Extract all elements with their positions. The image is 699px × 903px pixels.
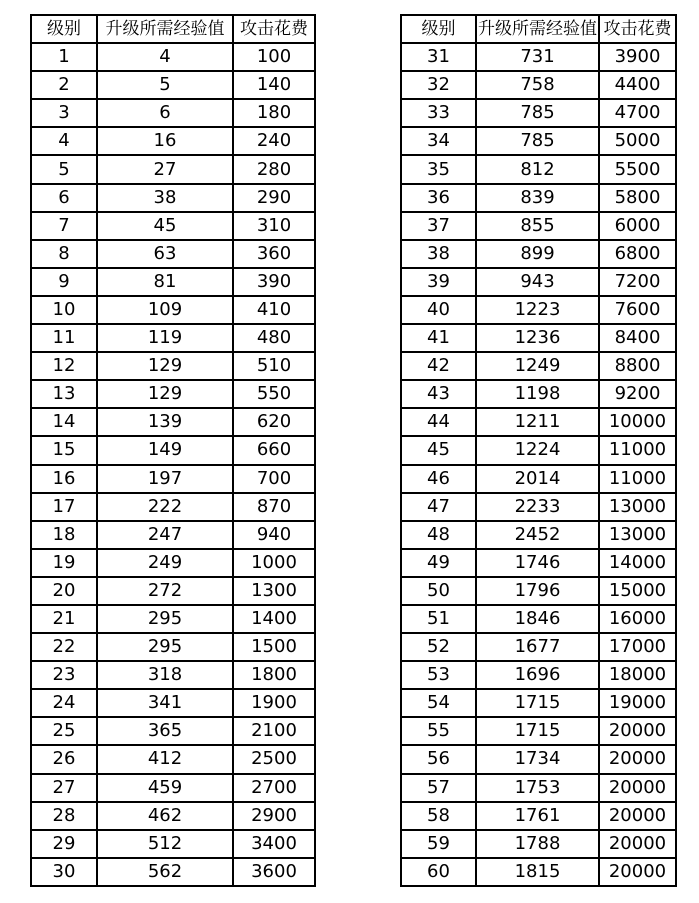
cell-level: 52 [401,633,476,661]
cell-exp-required: 512 [97,830,233,858]
table-row [401,380,676,408]
cell-exp-required: 341 [97,689,233,717]
cell-exp-required: 1815 [476,858,599,886]
table-row [31,521,315,549]
cell-exp-required: 2452 [476,521,599,549]
table-row [401,549,676,577]
cell-attack-cost: 6000 [599,212,676,240]
cell-exp-required: 2233 [476,493,599,521]
cell-exp-required: 197 [97,465,233,493]
cell-attack-cost: 2500 [233,745,315,773]
cell-attack-cost: 19000 [599,689,676,717]
cell-level: 39 [401,268,476,296]
cell-level: 36 [401,184,476,212]
cell-attack-cost: 2100 [233,717,315,745]
cell-level: 59 [401,830,476,858]
cell-exp-required: 295 [97,605,233,633]
cell-exp-required: 1236 [476,324,599,352]
table-row [31,155,315,183]
cell-exp-required: 731 [476,43,599,71]
cell-attack-cost: 20000 [599,802,676,830]
cell-attack-cost: 240 [233,127,315,155]
table-row [401,268,676,296]
cell-attack-cost: 16000 [599,605,676,633]
cell-exp-required: 1715 [476,689,599,717]
cell-attack-cost: 870 [233,493,315,521]
cell-exp-required: 1788 [476,830,599,858]
cell-level: 55 [401,717,476,745]
cell-exp-required: 1796 [476,577,599,605]
table-row [401,408,676,436]
cell-exp-required: 5 [97,71,233,99]
cell-exp-required: 1249 [476,352,599,380]
cell-level: 12 [31,352,97,380]
cell-attack-cost: 20000 [599,858,676,886]
cell-level: 34 [401,127,476,155]
cell-level: 20 [31,577,97,605]
cell-attack-cost: 700 [233,465,315,493]
cell-exp-required: 1715 [476,717,599,745]
level-table-left [30,14,316,887]
cell-exp-required: 1224 [476,436,599,464]
cell-attack-cost: 17000 [599,633,676,661]
cell-attack-cost: 550 [233,380,315,408]
cell-attack-cost: 390 [233,268,315,296]
cell-level: 60 [401,858,476,886]
cell-exp-required: 412 [97,745,233,773]
cell-level: 31 [401,43,476,71]
cell-attack-cost: 180 [233,99,315,127]
cell-attack-cost: 20000 [599,774,676,802]
cell-attack-cost: 11000 [599,465,676,493]
cell-attack-cost: 1800 [233,661,315,689]
table-row [31,661,315,689]
cell-attack-cost: 3600 [233,858,315,886]
header-attack-cost: 攻击花费 [599,15,676,43]
cell-exp-required: 462 [97,802,233,830]
cell-exp-required: 45 [97,212,233,240]
cell-level: 24 [31,689,97,717]
cell-level: 9 [31,268,97,296]
table-row [31,380,315,408]
cell-level: 5 [31,155,97,183]
cell-level: 25 [31,717,97,745]
cell-exp-required: 149 [97,436,233,464]
cell-attack-cost: 1900 [233,689,315,717]
header-attack-cost: 攻击花费 [233,15,315,43]
table-row [401,155,676,183]
cell-level: 11 [31,324,97,352]
cell-attack-cost: 10000 [599,408,676,436]
table-row [31,689,315,717]
table-row [31,830,315,858]
cell-level: 4 [31,127,97,155]
cell-attack-cost: 620 [233,408,315,436]
cell-level: 30 [31,858,97,886]
cell-level: 16 [31,465,97,493]
cell-level: 54 [401,689,476,717]
cell-attack-cost: 15000 [599,577,676,605]
cell-exp-required: 1198 [476,380,599,408]
cell-attack-cost: 940 [233,521,315,549]
cell-exp-required: 4 [97,43,233,71]
cell-exp-required: 318 [97,661,233,689]
table-row [31,549,315,577]
cell-level: 2 [31,71,97,99]
table-row [401,802,676,830]
cell-attack-cost: 13000 [599,521,676,549]
cell-exp-required: 855 [476,212,599,240]
cell-attack-cost: 100 [233,43,315,71]
table-row [31,436,315,464]
header-row [31,15,315,43]
table-row [31,493,315,521]
cell-attack-cost: 4700 [599,99,676,127]
cell-exp-required: 1696 [476,661,599,689]
table-row [401,465,676,493]
cell-level: 51 [401,605,476,633]
cell-attack-cost: 310 [233,212,315,240]
table-row [401,633,676,661]
table-row [401,745,676,773]
cell-exp-required: 222 [97,493,233,521]
cell-exp-required: 785 [476,127,599,155]
cell-level: 28 [31,802,97,830]
header-row [401,15,676,43]
cell-exp-required: 16 [97,127,233,155]
cell-attack-cost: 4400 [599,71,676,99]
cell-exp-required: 785 [476,99,599,127]
table-row [31,296,315,324]
table-row [31,633,315,661]
cell-attack-cost: 20000 [599,830,676,858]
table-row [401,577,676,605]
table-row [31,268,315,296]
cell-level: 58 [401,802,476,830]
cell-exp-required: 119 [97,324,233,352]
cell-attack-cost: 7600 [599,296,676,324]
table-row [401,71,676,99]
cell-level: 13 [31,380,97,408]
table-row [401,352,676,380]
cell-level: 7 [31,212,97,240]
table-row [31,717,315,745]
table-row [401,774,676,802]
cell-level: 49 [401,549,476,577]
cell-attack-cost: 140 [233,71,315,99]
cell-level: 19 [31,549,97,577]
cell-level: 35 [401,155,476,183]
table-row [401,212,676,240]
cell-attack-cost: 3400 [233,830,315,858]
table-row [31,324,315,352]
table-row [31,408,315,436]
cell-level: 56 [401,745,476,773]
cell-exp-required: 812 [476,155,599,183]
cell-level: 8 [31,240,97,268]
cell-exp-required: 1761 [476,802,599,830]
cell-level: 43 [401,380,476,408]
cell-level: 26 [31,745,97,773]
cell-exp-required: 365 [97,717,233,745]
cell-exp-required: 81 [97,268,233,296]
cell-attack-cost: 290 [233,184,315,212]
cell-exp-required: 839 [476,184,599,212]
cell-attack-cost: 360 [233,240,315,268]
table-row [401,689,676,717]
cell-exp-required: 1211 [476,408,599,436]
cell-exp-required: 943 [476,268,599,296]
cell-attack-cost: 5500 [599,155,676,183]
cell-exp-required: 63 [97,240,233,268]
cell-exp-required: 109 [97,296,233,324]
cell-exp-required: 129 [97,352,233,380]
cell-exp-required: 249 [97,549,233,577]
cell-level: 1 [31,43,97,71]
cell-attack-cost: 6800 [599,240,676,268]
cell-attack-cost: 11000 [599,436,676,464]
cell-exp-required: 38 [97,184,233,212]
cell-attack-cost: 2900 [233,802,315,830]
table-row [31,605,315,633]
cell-level: 29 [31,830,97,858]
cell-attack-cost: 20000 [599,745,676,773]
cell-attack-cost: 13000 [599,493,676,521]
cell-exp-required: 272 [97,577,233,605]
header-level: 级别 [31,15,97,43]
cell-attack-cost: 2700 [233,774,315,802]
cell-attack-cost: 9200 [599,380,676,408]
cell-exp-required: 1746 [476,549,599,577]
cell-level: 17 [31,493,97,521]
cell-attack-cost: 3900 [599,43,676,71]
cell-level: 3 [31,99,97,127]
cell-level: 27 [31,774,97,802]
cell-exp-required: 562 [97,858,233,886]
cell-exp-required: 459 [97,774,233,802]
table-row [401,521,676,549]
table-row [401,661,676,689]
header-exp-required: 升级所需经验值 [97,15,233,43]
table-row [401,296,676,324]
table-row [401,184,676,212]
cell-level: 44 [401,408,476,436]
table-row [31,858,315,886]
table-row [401,436,676,464]
cell-attack-cost: 410 [233,296,315,324]
table-row [31,577,315,605]
cell-level: 53 [401,661,476,689]
cell-exp-required: 1734 [476,745,599,773]
cell-attack-cost: 14000 [599,549,676,577]
cell-exp-required: 1753 [476,774,599,802]
cell-attack-cost: 8400 [599,324,676,352]
cell-attack-cost: 660 [233,436,315,464]
cell-exp-required: 6 [97,99,233,127]
cell-attack-cost: 480 [233,324,315,352]
table-row [31,212,315,240]
cell-level: 41 [401,324,476,352]
table-row [31,774,315,802]
table-row [31,184,315,212]
table-row [401,830,676,858]
cell-level: 10 [31,296,97,324]
cell-exp-required: 295 [97,633,233,661]
table-row [401,127,676,155]
header-exp-required: 升级所需经验值 [476,15,599,43]
table-row [31,745,315,773]
header-level: 级别 [401,15,476,43]
table-row [31,43,315,71]
table-row [401,99,676,127]
table-row [31,71,315,99]
cell-level: 15 [31,436,97,464]
table-row [31,352,315,380]
cell-attack-cost: 510 [233,352,315,380]
cell-level: 33 [401,99,476,127]
cell-level: 23 [31,661,97,689]
cell-attack-cost: 8800 [599,352,676,380]
cell-level: 42 [401,352,476,380]
cell-exp-required: 27 [97,155,233,183]
cell-level: 32 [401,71,476,99]
cell-level: 50 [401,577,476,605]
cell-exp-required: 1846 [476,605,599,633]
cell-level: 45 [401,436,476,464]
cell-level: 22 [31,633,97,661]
cell-attack-cost: 5000 [599,127,676,155]
cell-level: 38 [401,240,476,268]
table-row [401,240,676,268]
table-row [401,43,676,71]
cell-level: 48 [401,521,476,549]
cell-level: 6 [31,184,97,212]
cell-attack-cost: 20000 [599,717,676,745]
cell-exp-required: 899 [476,240,599,268]
cell-exp-required: 758 [476,71,599,99]
cell-attack-cost: 280 [233,155,315,183]
table-row [401,858,676,886]
cell-exp-required: 129 [97,380,233,408]
cell-level: 18 [31,521,97,549]
cell-level: 37 [401,212,476,240]
table-row [401,324,676,352]
cell-attack-cost: 18000 [599,661,676,689]
table-row [401,717,676,745]
table-row [31,240,315,268]
table-row [401,493,676,521]
table-row [401,605,676,633]
cell-attack-cost: 1000 [233,549,315,577]
cell-attack-cost: 1400 [233,605,315,633]
cell-attack-cost: 7200 [599,268,676,296]
cell-exp-required: 247 [97,521,233,549]
table-row [31,127,315,155]
level-table-right [400,14,677,887]
table-row [31,465,315,493]
cell-exp-required: 1223 [476,296,599,324]
table-row [31,802,315,830]
cell-level: 14 [31,408,97,436]
cell-exp-required: 1677 [476,633,599,661]
cell-level: 21 [31,605,97,633]
cell-exp-required: 139 [97,408,233,436]
cell-level: 47 [401,493,476,521]
cell-level: 40 [401,296,476,324]
cell-exp-required: 2014 [476,465,599,493]
cell-level: 57 [401,774,476,802]
table-row [31,99,315,127]
cell-level: 46 [401,465,476,493]
cell-attack-cost: 5800 [599,184,676,212]
cell-attack-cost: 1300 [233,577,315,605]
cell-attack-cost: 1500 [233,633,315,661]
